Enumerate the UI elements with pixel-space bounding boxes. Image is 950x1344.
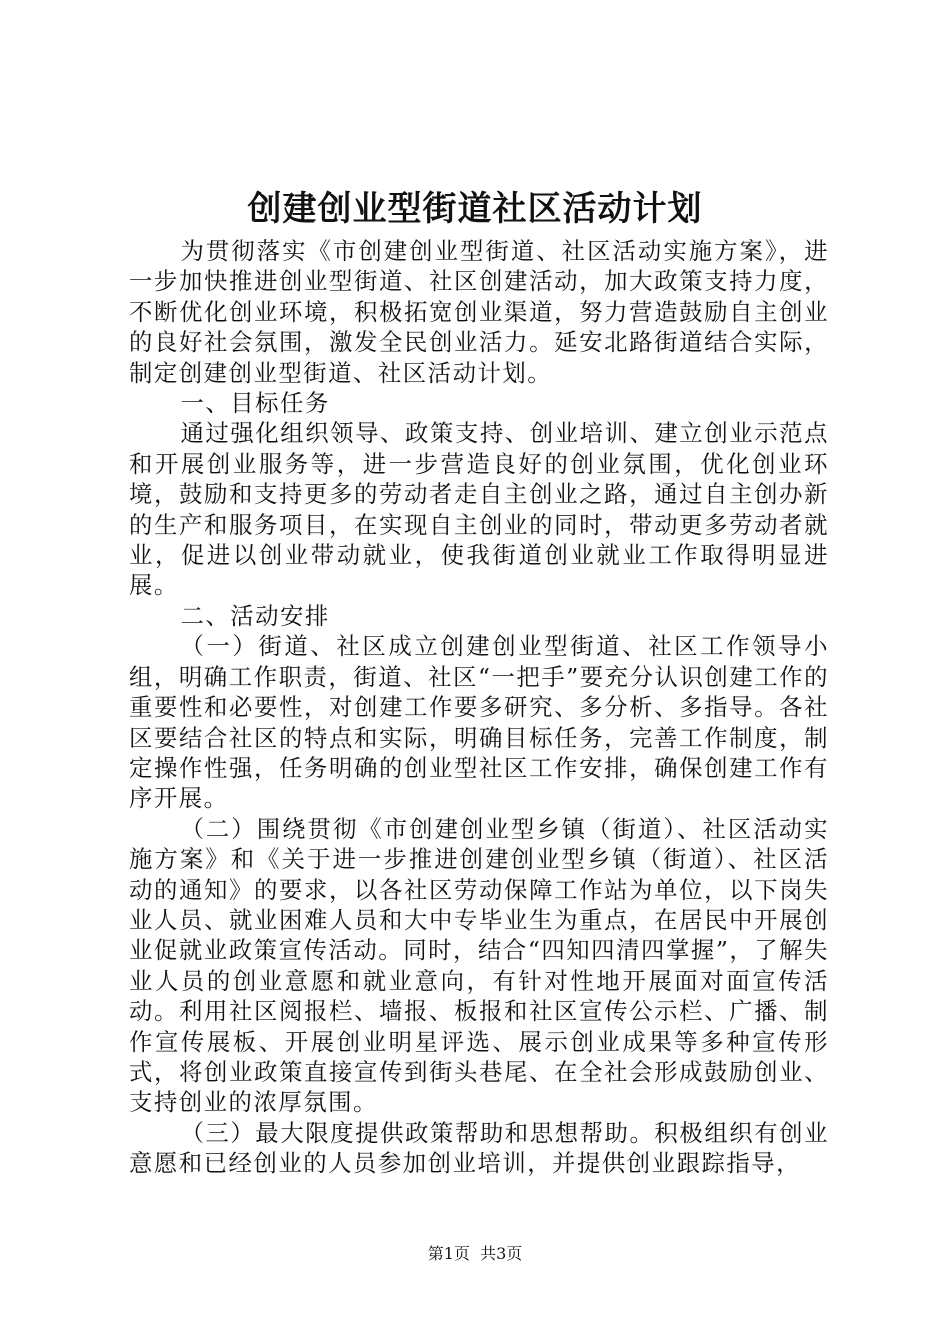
paragraph-activity-3: （三）最大限度提供政策帮助和思想帮助。积极组织有创业意愿和已经创业的人员参加创业培训，并提供创业跟踪指导， — [129, 1118, 829, 1178]
page-footer — [0, 1243, 950, 1265]
document-title: 创建创业型街道社区活动计划 — [247, 189, 703, 229]
paragraph-activity-2: （二）围绕贯彻《市创建创业型乡镇（街道）、社区活动实施方案》和《关于进一步推进创建创业型乡镇（街道）、社区活动的通知》的要求，以各社区劳动保障工作站为单位，以下岗失业人员、就业困难人员和大中专毕业生为重点，在居民中开展创业促就业政策宣传活动。同时，结合“四知四清四掌握”，了解失业人员的创业意愿和就业意向，有针对性地开展面对面宣传活动。利用社区阅报栏、墙报、板报和社区宣传公示栏、广播、制作宣传展板、开展创业明星评选、展示创业成果等多种宣传形式，将创业政策直接宣传到街头巷尾、在全社会形成鼓励创业、支持创业的浓厚氛围。 — [129, 814, 829, 1117]
paragraph-activity-1: （一）街道、社区成立创建创业型街道、社区工作领导小组，明确工作职责，街道、社区“一把手”要充分认识创建工作的重要性和必要性，对创建工作要多研究、多分析、多指导。各社区要结合社区的特点和实际，明确目标任务，完善工作制度，制定操作性强，任务明确的创业型社区工作安排，确保创建工作有序开展。 — [129, 632, 829, 813]
section-heading-activities: 二、活动安排 — [180, 601, 330, 630]
document-body — [129, 236, 829, 1179]
page-total: 共3页 — [480, 1244, 523, 1263]
paragraph-intro: 为贯彻落实《市创建创业型街道、社区活动实施方案》，进一步加快推进创业型街道、社区创建活动，加大政策支持力度，不断优化创业环境，积极拓宽创业渠道，努力营造鼓励自主创业的良好社会氛围，激发全民创业活力。延安北路街道结合实际，制定创建创业型街道、社区活动计划。 — [129, 237, 829, 387]
paragraph-goals: 通过强化组织领导、政策支持、创业培训、建立创业示范点和开展创业服务等，进一步营造良好的创业氛围，优化创业环境，鼓励和支持更多的劳动者走自主创业之路，通过自主创办新的生产和服务项目，在实现自主创业的同时，带动更多劳动者就业，促进以创业带动就业，使我街道创业就业工作取得明显进展。 — [129, 419, 829, 600]
page-number: 第1页 — [427, 1244, 470, 1263]
section-heading-goals: 一、目标任务 — [180, 389, 330, 418]
